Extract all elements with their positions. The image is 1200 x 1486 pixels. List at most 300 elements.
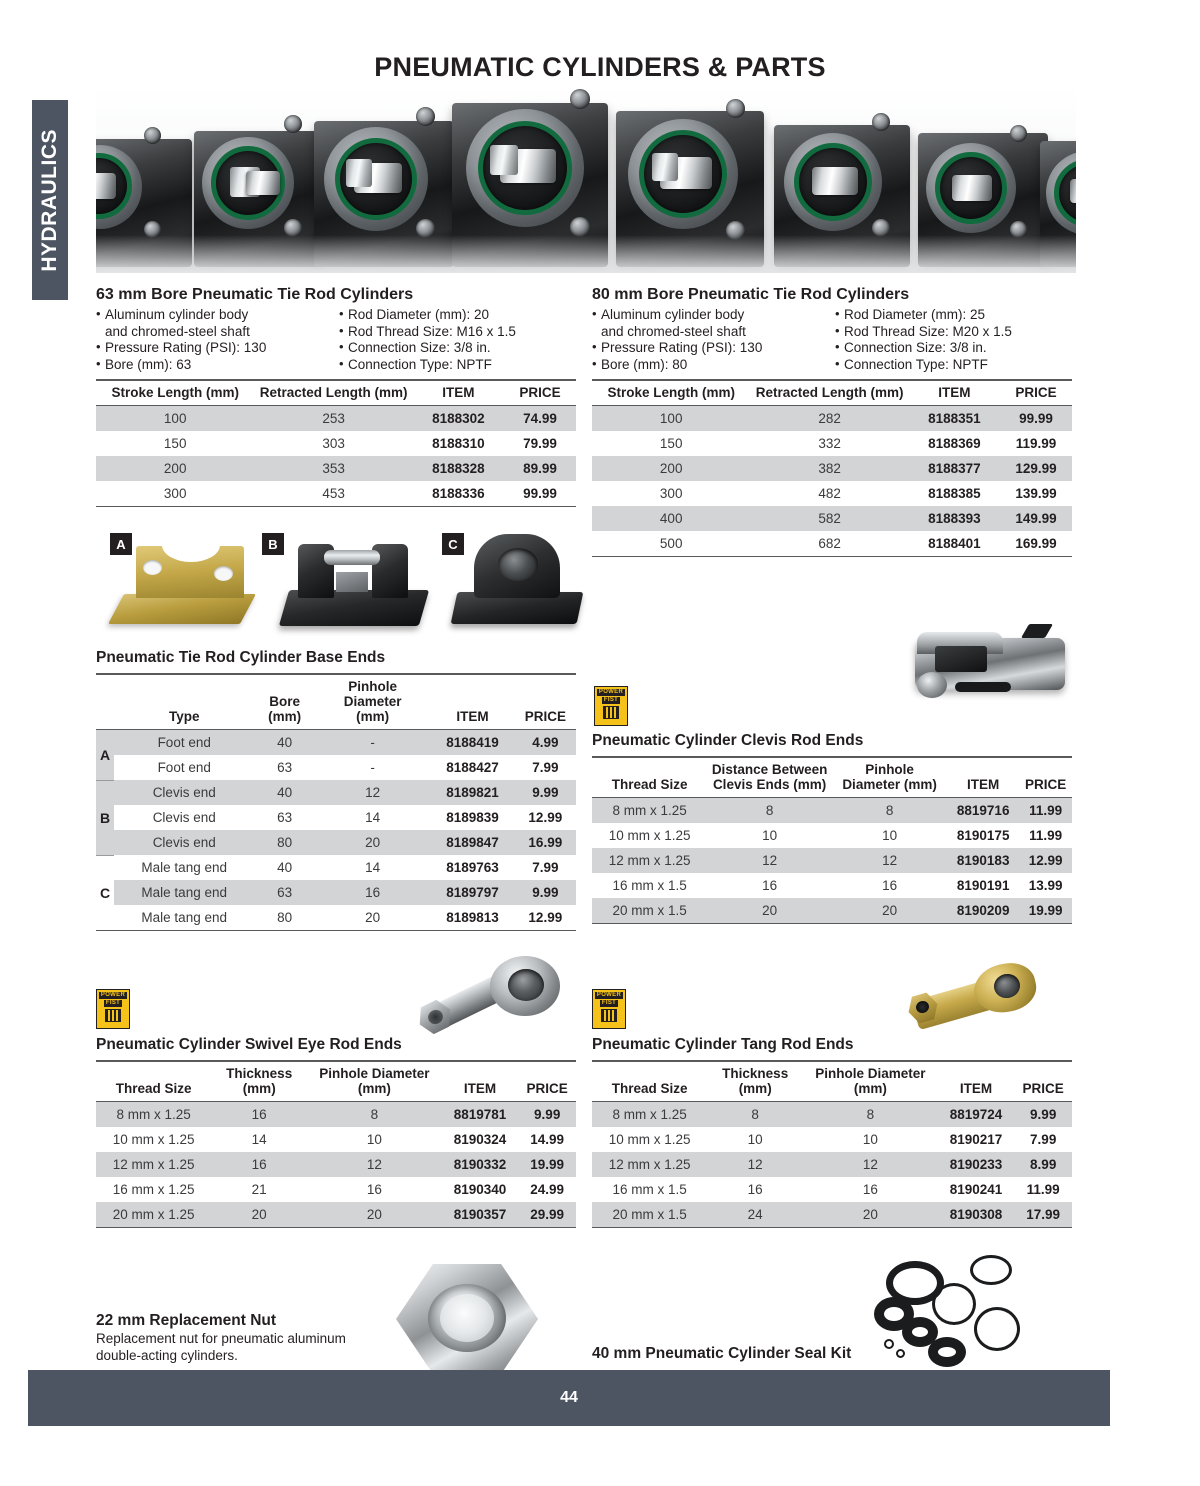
- product-block-63mm-bore: [96, 286, 576, 507]
- cell-price: 13.99: [1028, 878, 1063, 893]
- cell-bore: 63: [254, 880, 315, 905]
- cell-price: 19.99: [518, 1152, 576, 1177]
- col-distance-between-clevis-ends: [707, 757, 832, 798]
- cell-item: 8190217: [949, 1132, 1003, 1147]
- cell-price: 99.99: [1000, 406, 1072, 432]
- col-price: PRICE: [515, 674, 576, 730]
- cell-item: 8188427: [446, 760, 499, 775]
- cell-retracted: 253: [254, 406, 412, 432]
- section-clevis-rod-ends: [592, 732, 1072, 924]
- cell-item: 8189847: [430, 830, 514, 855]
- table-row: [96, 805, 576, 830]
- col-price: PRICE: [1014, 1061, 1072, 1102]
- table-row: [96, 855, 576, 880]
- table-row: [96, 481, 576, 507]
- col-thickness-line2: (mm): [242, 1081, 276, 1096]
- group-letter-a: A: [96, 730, 114, 781]
- cell-pinhole: 8: [832, 798, 947, 824]
- table-row: [96, 1102, 576, 1128]
- cell-price: 9.99: [1014, 1102, 1072, 1128]
- table-row: [592, 823, 1072, 848]
- page-title: PNEUMATIC CYLINDERS & PARTS: [374, 52, 826, 82]
- cell-pinhole: 16: [315, 880, 431, 905]
- cell-price: 4.99: [515, 730, 576, 756]
- cell-retracted: 303: [322, 436, 345, 451]
- cell-pinhole: 10: [862, 1132, 878, 1147]
- cell-retracted: 382: [750, 456, 908, 481]
- spec-list-80mm: [592, 307, 1072, 373]
- spec-item: • Bore (mm): 63: [96, 357, 339, 374]
- cell-item: 8190183: [947, 848, 1019, 873]
- cell-thread: 16 mm x 1.5: [612, 1182, 687, 1197]
- cell-item: 8188419: [430, 730, 514, 756]
- cell-stroke: 100: [96, 406, 254, 432]
- col-pinhole-line1: Pinhole Diameter: [815, 1066, 926, 1081]
- photo-swivel-eye-rod-end: [418, 952, 568, 1042]
- spec-list-63mm: [96, 307, 576, 373]
- photo-foot-end: [110, 538, 260, 633]
- brand-logo-line1: POWER: [100, 992, 126, 998]
- cell-stroke: 150: [659, 436, 683, 451]
- table-80mm-bore: [592, 379, 1072, 557]
- table-row: [96, 880, 576, 905]
- group-letter-c: C: [96, 855, 114, 931]
- col-pinhole-line2: (mm): [357, 1081, 391, 1096]
- col-item: ITEM: [413, 380, 504, 406]
- cell-thickness: 8: [707, 1102, 803, 1128]
- cell-thread: 12 mm x 1.25: [592, 848, 707, 873]
- brand-logo-power-fist: [96, 989, 130, 1029]
- cell-item: 8819724: [938, 1102, 1015, 1128]
- table-row: [592, 1127, 1072, 1152]
- table-row: [592, 1102, 1072, 1128]
- col-retracted-length: Retracted Length (mm): [254, 380, 412, 406]
- cell-price: 7.99: [1030, 1132, 1057, 1147]
- cell-thread: 8 mm x 1.25: [592, 1102, 707, 1128]
- cell-pinhole: 12: [803, 1152, 937, 1177]
- section-title-swivel-eye-rod-ends: Pneumatic Cylinder Swivel Eye Rod Ends: [96, 1036, 402, 1053]
- table-row: [592, 481, 1072, 506]
- cell-item: 8188328: [413, 456, 504, 481]
- cell-item: 8188377: [909, 456, 1000, 481]
- cell-thickness: 16: [211, 1152, 307, 1177]
- spec-item: • Aluminum cylinder body: [592, 307, 835, 324]
- section-tang-rod-ends: [592, 1036, 1072, 1228]
- cell-thread: 10 mm x 1.25: [608, 828, 691, 843]
- spec-item: • Rod Thread Size: M20 x 1.5: [835, 324, 1072, 341]
- hero-floor-gradient: [96, 235, 1076, 273]
- cell-thickness: 14: [251, 1132, 267, 1147]
- table-row: [96, 406, 576, 432]
- col-thickness: [211, 1061, 307, 1102]
- brand-logo-line2: FIST: [105, 1000, 121, 1006]
- cell-price: 7.99: [532, 760, 559, 775]
- cell-pinhole: 20: [315, 830, 431, 855]
- brand-logo-line1: POWER: [596, 992, 622, 998]
- cell-pinhole: 16: [366, 1182, 382, 1197]
- cell-item: 8189763: [446, 860, 499, 875]
- col-pinhole-diameter: [307, 1061, 441, 1102]
- cell-stroke: 100: [592, 406, 750, 432]
- cell-thread: 20 mm x 1.5: [592, 1202, 707, 1228]
- table-base-ends: [96, 673, 576, 931]
- table-row: [96, 1152, 576, 1177]
- cell-pinhole: 8: [307, 1102, 441, 1128]
- cell-item: 8188393: [909, 506, 1000, 531]
- table-swivel-eye-rod-ends: [96, 1060, 576, 1228]
- cell-pinhole: 12: [315, 780, 431, 805]
- spec-item: • Pressure Rating (PSI): 130: [592, 340, 835, 357]
- brand-logo-line1: POWER: [598, 689, 624, 695]
- cell-type: Male tang end: [114, 880, 254, 905]
- table-row: [592, 898, 1072, 924]
- cell-bore: 80: [254, 830, 315, 855]
- table-row: [96, 1202, 576, 1228]
- cell-price: 169.99: [1000, 531, 1072, 557]
- cell-type: Male tang end: [141, 860, 227, 875]
- spec-item: and chromed-steel shaft: [105, 323, 250, 339]
- table-row: [592, 431, 1072, 456]
- cell-type: Foot end: [114, 730, 254, 756]
- cell-retracted: 282: [750, 406, 908, 432]
- cell-price: 89.99: [504, 456, 576, 481]
- cell-price: 12.99: [528, 810, 563, 825]
- cell-type: Male tang end: [114, 905, 254, 931]
- cell-item: 8190191: [956, 878, 1010, 893]
- photo-badge-b: B: [262, 533, 284, 555]
- table-row: [96, 431, 576, 456]
- cell-pinhole: 10: [366, 1132, 382, 1147]
- cell-retracted: 582: [750, 506, 908, 531]
- cell-price: 9.99: [515, 880, 576, 905]
- cell-item: 8188369: [928, 436, 981, 451]
- table-header-row: [96, 1061, 576, 1102]
- spec-item: • Rod Diameter (mm): 20: [339, 307, 576, 324]
- col-pinhole-line2: (mm): [853, 1081, 887, 1096]
- cell-price: 139.99: [1015, 486, 1057, 501]
- product-title-seal-kit: 40 mm Pneumatic Cylinder Seal Kit: [592, 1345, 852, 1362]
- spec-item: • Connection Type: NPTF: [835, 357, 1072, 374]
- cell-price: 9.99: [515, 780, 576, 805]
- cell-thread: 8 mm x 1.25: [592, 798, 707, 824]
- cell-price: 12.99: [515, 905, 576, 931]
- table-row: [592, 1202, 1072, 1228]
- cell-thread: 10 mm x 1.25: [112, 1132, 195, 1147]
- cell-thickness: 16: [747, 1182, 763, 1197]
- col-price: PRICE: [1000, 380, 1072, 406]
- cell-pinhole: 14: [365, 860, 381, 875]
- section-title-tang-rod-ends: Pneumatic Cylinder Tang Rod Ends: [592, 1036, 854, 1053]
- cell-price: 24.99: [530, 1182, 565, 1197]
- cell-retracted: 682: [750, 531, 908, 557]
- table-tang-rod-ends: [592, 1060, 1072, 1228]
- cell-price: 11.99: [1019, 798, 1072, 824]
- cell-pinhole: -: [370, 760, 375, 775]
- cell-thread: 12 mm x 1.25: [96, 1152, 211, 1177]
- page-number: 44: [560, 1389, 578, 1406]
- cell-item: 8189813: [430, 905, 514, 931]
- cell-bore: 80: [254, 905, 315, 931]
- spec-item: • Connection Size: 3/8 in.: [835, 340, 1072, 357]
- col-pinhole-line1: Pinhole Diameter: [343, 679, 402, 709]
- cell-type: Clevis end: [114, 830, 254, 855]
- col-thickness-line1: Thickness: [226, 1066, 293, 1081]
- cell-bore: 40: [254, 780, 315, 805]
- cell-bore: 40: [277, 860, 293, 875]
- table-row: [592, 873, 1072, 898]
- cell-pinhole: 14: [365, 810, 381, 825]
- cell-price: 149.99: [1000, 506, 1072, 531]
- cell-item: 8189839: [446, 810, 499, 825]
- section-title-clevis-rod-ends: Pneumatic Cylinder Clevis Rod Ends: [592, 732, 864, 749]
- col-price: PRICE: [518, 1061, 576, 1102]
- cell-price: 19.99: [1019, 898, 1072, 924]
- cell-pinhole: 8: [803, 1102, 937, 1128]
- table-row: [96, 755, 576, 780]
- photo-badge-a: A: [110, 533, 132, 555]
- col-retracted-length: Retracted Length (mm): [750, 380, 908, 406]
- cell-retracted: 453: [254, 481, 412, 507]
- cell-bore: 63: [277, 810, 293, 825]
- table-clevis-rod-ends: [592, 756, 1072, 924]
- cell-price: 99.99: [504, 481, 576, 507]
- cell-pinhole: 12: [307, 1152, 441, 1177]
- table-header-row: [96, 674, 576, 730]
- cell-pinhole: 20: [307, 1202, 441, 1228]
- cell-price: 79.99: [523, 436, 557, 451]
- cell-thread: 20 mm x 1.25: [96, 1202, 211, 1228]
- cell-item: 8190233: [938, 1152, 1015, 1177]
- cell-item: 8189797: [430, 880, 514, 905]
- table-row: [96, 730, 576, 756]
- section-tab-hydraulics: [32, 100, 68, 300]
- spec-item: • Connection Type: NPTF: [339, 357, 576, 374]
- cell-stroke: 150: [163, 436, 187, 451]
- cell-pinhole: 20: [315, 905, 431, 931]
- cell-pinhole: -: [315, 730, 431, 756]
- col-bore: [254, 674, 315, 730]
- page-footer: [28, 1370, 1110, 1426]
- cell-thread: 16 mm x 1.5: [612, 878, 687, 893]
- cell-price: 119.99: [1015, 436, 1057, 451]
- col-item: ITEM: [938, 1061, 1015, 1102]
- table-header-row: [592, 757, 1072, 798]
- cell-stroke: 200: [96, 456, 254, 481]
- col-type: Type: [114, 674, 254, 730]
- cell-stroke: 200: [592, 456, 750, 481]
- col-thread-size: Thread Size: [592, 757, 707, 798]
- table-row: [592, 406, 1072, 432]
- spec-item: and chromed-steel shaft: [601, 323, 746, 339]
- cell-thread: 8 mm x 1.25: [96, 1102, 211, 1128]
- cell-item: 8190308: [938, 1202, 1015, 1228]
- cell-retracted: 353: [254, 456, 412, 481]
- hero-image-pneumatic-cylinders: [96, 86, 1076, 273]
- cell-bore: 63: [277, 760, 293, 775]
- table-row: [96, 905, 576, 931]
- table-header-row: [592, 380, 1072, 406]
- brand-logo-line2: FIST: [603, 697, 619, 703]
- cell-item: 8188302: [413, 406, 504, 432]
- cell-stroke: 400: [592, 506, 750, 531]
- cell-pinhole: 20: [803, 1202, 937, 1228]
- col-pinhole-line2: (mm): [356, 709, 390, 724]
- cell-item: 8188336: [413, 481, 504, 507]
- cell-thickness: 10: [747, 1132, 763, 1147]
- photo-clevis-end: [280, 534, 430, 634]
- cell-price: 16.99: [515, 830, 576, 855]
- col-pinhole-line1: Pinhole Diameter: [319, 1066, 430, 1081]
- cell-thickness: 20: [211, 1202, 307, 1228]
- cell-stroke: 500: [592, 531, 750, 557]
- cell-thickness: 12: [707, 1152, 803, 1177]
- spec-item: • Rod Diameter (mm): 25: [835, 307, 1072, 324]
- cell-price: 17.99: [1014, 1202, 1072, 1228]
- product-desc-line1: Replacement nut for pneumatic aluminum: [96, 1331, 346, 1346]
- cell-price: 11.99: [1026, 1182, 1060, 1197]
- col-pinhole-line2: Diameter (mm): [842, 777, 937, 792]
- cell-distance: 10: [762, 828, 778, 843]
- table-row: [96, 456, 576, 481]
- spec-item: • Connection Size: 3/8 in.: [339, 340, 576, 357]
- table-row: [592, 531, 1072, 557]
- cell-pinhole: 16: [882, 878, 898, 893]
- col-item: ITEM: [909, 380, 1000, 406]
- cell-price: 9.99: [518, 1102, 576, 1128]
- photo-tang-rod-end: [912, 960, 1042, 1040]
- col-thickness-line1: Thickness: [722, 1066, 789, 1081]
- cell-price: 29.99: [518, 1202, 576, 1228]
- cell-item: 8189821: [430, 780, 514, 805]
- cell-item: 8819781: [442, 1102, 519, 1128]
- product-title-80mm: 80 mm Bore Pneumatic Tie Rod Cylinders: [592, 286, 910, 303]
- col-price: PRICE: [1019, 757, 1072, 798]
- section-tab-label: HYDRAULICS: [38, 128, 61, 272]
- photo-badge-c: C: [442, 533, 464, 555]
- cell-item: 8819716: [947, 798, 1019, 824]
- cell-item: 8188385: [928, 486, 981, 501]
- cell-item: 8188401: [909, 531, 1000, 557]
- col-item: ITEM: [430, 674, 514, 730]
- cell-retracted: 482: [818, 486, 841, 501]
- table-row: [96, 1177, 576, 1202]
- fist-icon: [603, 706, 619, 719]
- cell-retracted: 332: [818, 436, 841, 451]
- cell-stroke: 300: [659, 486, 683, 501]
- cell-price: 11.99: [1029, 828, 1063, 843]
- table-row: [592, 456, 1072, 481]
- cell-thickness: 21: [251, 1182, 267, 1197]
- cell-item: 8190241: [949, 1182, 1003, 1197]
- fist-icon: [601, 1009, 617, 1022]
- cell-price: 12.99: [1019, 848, 1072, 873]
- col-distance-line1: Distance Between: [711, 762, 828, 777]
- cell-distance: 20: [707, 898, 832, 924]
- cell-price: 14.99: [530, 1132, 565, 1147]
- photo-clevis-rod-end: [895, 620, 1070, 720]
- table-header-row: [96, 380, 576, 406]
- cell-pinhole: 16: [862, 1182, 878, 1197]
- table-63mm-bore: [96, 379, 576, 507]
- table-row: [592, 848, 1072, 873]
- col-price: PRICE: [504, 380, 576, 406]
- product-block-80mm-bore: [592, 286, 1072, 557]
- brand-logo-power-fist: [592, 989, 626, 1029]
- spec-item: • Bore (mm): 80: [592, 357, 835, 374]
- col-distance-line2: Clevis Ends (mm): [712, 777, 827, 792]
- cell-thickness: 24: [707, 1202, 803, 1228]
- product-title-63mm: 63 mm Bore Pneumatic Tie Rod Cylinders: [96, 286, 414, 303]
- col-bore-line2: (mm): [268, 709, 302, 724]
- section-swivel-eye-rod-ends: [96, 1036, 576, 1228]
- table-row: [592, 1152, 1072, 1177]
- col-thread-size: Thread Size: [96, 1061, 211, 1102]
- cell-type: Clevis end: [114, 780, 254, 805]
- cell-item: 8190324: [453, 1132, 507, 1147]
- spec-item: • Rod Thread Size: M16 x 1.5: [339, 324, 576, 341]
- col-group-letter: [96, 674, 114, 730]
- cell-item: 8188310: [432, 436, 485, 451]
- col-thickness: [707, 1061, 803, 1102]
- cell-thread: 20 mm x 1.5: [592, 898, 707, 924]
- cell-price: 74.99: [504, 406, 576, 432]
- col-item: ITEM: [947, 757, 1019, 798]
- brand-logo-line2: FIST: [601, 1000, 617, 1006]
- group-letter-b: B: [96, 780, 114, 855]
- cell-distance: 8: [707, 798, 832, 824]
- col-bore-line1: Bore: [269, 694, 300, 709]
- table-row: [96, 1127, 576, 1152]
- cell-pinhole: 20: [832, 898, 947, 924]
- cell-thread: 12 mm x 1.25: [592, 1152, 707, 1177]
- product-title-replacement-nut: 22 mm Replacement Nut: [96, 1312, 277, 1329]
- table-row: [592, 1177, 1072, 1202]
- col-pinhole-diameter: [315, 674, 431, 730]
- table-row: [96, 830, 576, 855]
- col-thread-size: Thread Size: [592, 1061, 707, 1102]
- table-row: [96, 780, 576, 805]
- cell-pinhole: 10: [882, 828, 898, 843]
- cell-distance: 16: [762, 878, 778, 893]
- cell-item: 8190357: [442, 1202, 519, 1228]
- cell-stroke: 300: [96, 481, 254, 507]
- spec-item: • Pressure Rating (PSI): 130: [96, 340, 339, 357]
- brand-logo-power-fist: [594, 686, 628, 726]
- col-pinhole-diameter: [832, 757, 947, 798]
- col-pinhole-diameter: [803, 1061, 937, 1102]
- cell-type: Foot end: [157, 760, 211, 775]
- col-pinhole-line1: Pinhole: [865, 762, 914, 777]
- cell-thread: 10 mm x 1.25: [608, 1132, 691, 1147]
- cell-price: 129.99: [1000, 456, 1072, 481]
- cell-item: 8190332: [442, 1152, 519, 1177]
- cell-bore: 40: [254, 730, 315, 756]
- fist-icon: [105, 1009, 121, 1022]
- cell-item: 8190340: [453, 1182, 507, 1197]
- cell-pinhole: 12: [832, 848, 947, 873]
- cell-price: 8.99: [1014, 1152, 1072, 1177]
- section-base-ends: [96, 649, 576, 931]
- cell-item: 8190209: [947, 898, 1019, 924]
- table-row: [592, 798, 1072, 824]
- cell-distance: 12: [707, 848, 832, 873]
- cell-price: 7.99: [532, 860, 559, 875]
- cell-item: 8188351: [909, 406, 1000, 432]
- cell-type: Clevis end: [152, 810, 216, 825]
- cell-thickness: 16: [211, 1102, 307, 1128]
- table-header-row: [592, 1061, 1072, 1102]
- col-item: ITEM: [442, 1061, 519, 1102]
